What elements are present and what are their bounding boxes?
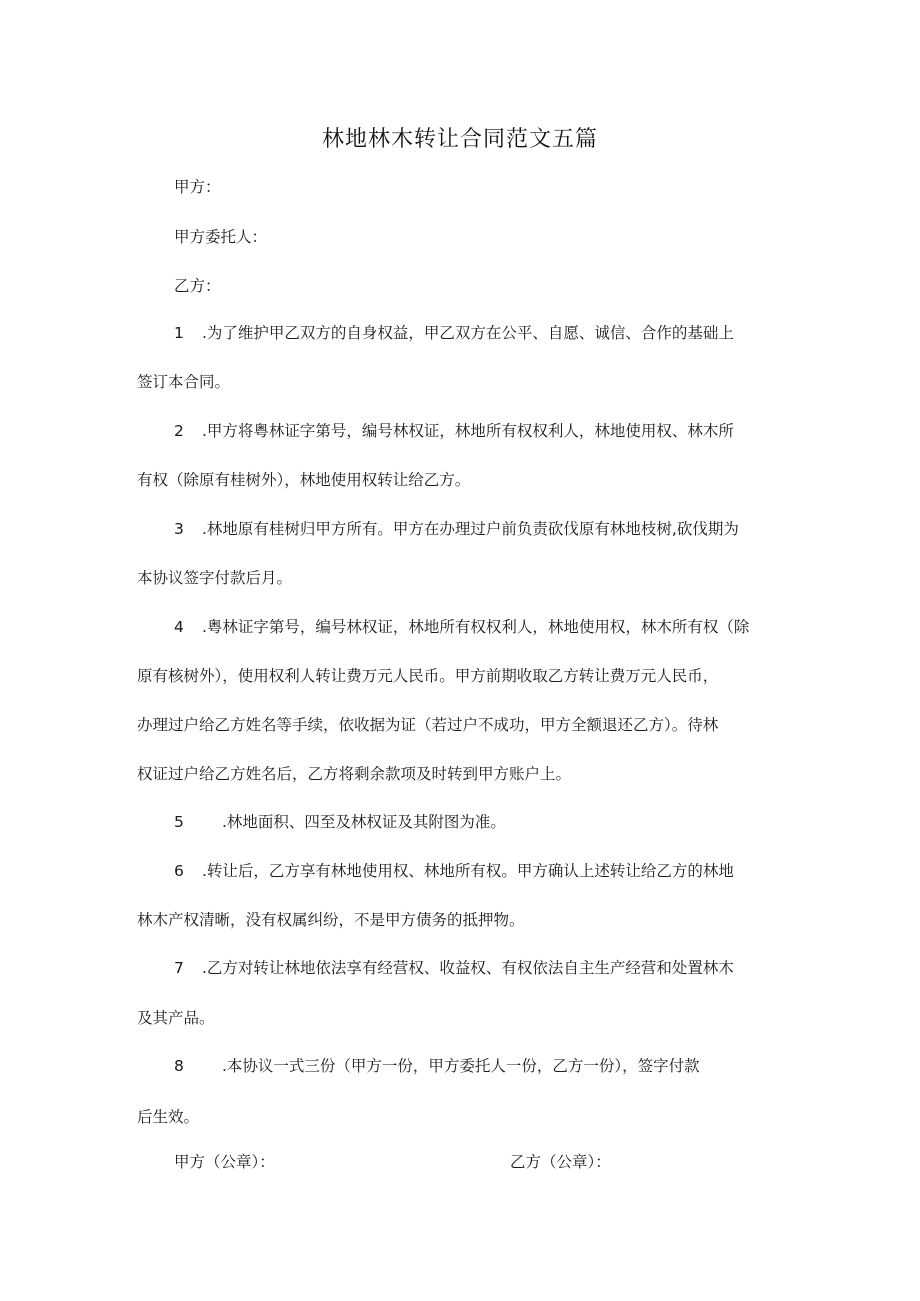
document-title: 林地林木转让合同范文五篇 xyxy=(321,127,598,152)
clause-number: 2 xyxy=(174,422,184,440)
clause-text: .林地面积、四至及林权证及其附图为准。 xyxy=(222,813,506,831)
clause-1-line-2: 签订本合同。 xyxy=(137,373,231,391)
clause-text: .林地原有桂树归甲方所有。甲方在办理过户前负责砍伐原有林地枝树,砍伐期为 xyxy=(202,520,739,538)
clause-text: .甲方将粤林证字第号，编号林权证，林地所有权权利人，林地使用权、林木所 xyxy=(202,422,734,440)
party-b-label: 乙方： xyxy=(174,277,221,295)
clause-3-line-2: 本协议签字付款后月。 xyxy=(137,569,293,587)
clause-number: 1 xyxy=(174,324,184,342)
clause-number: 3 xyxy=(174,520,184,538)
clause-number: 4 xyxy=(174,618,184,636)
clause-1-line-1 xyxy=(174,323,797,343)
clause-4-line-1 xyxy=(174,617,797,637)
clause-4-line-4: 权证过户给乙方姓名后，乙方将剩余款项及时转到甲方账户上。 xyxy=(137,765,572,783)
clause-number: 7 xyxy=(174,959,184,977)
clause-text: .本协议一式三份（甲方一份，甲方委托人一份，乙方一份），签字付款 xyxy=(222,1057,700,1075)
clause-2-line-1 xyxy=(174,421,797,441)
clause-2-line-2: 有权（除原有桂树外），林地使用权转让给乙方。 xyxy=(137,471,471,489)
clause-7-line-2: 及其产品。 xyxy=(137,1009,215,1027)
clause-5-line-1 xyxy=(174,812,797,832)
signature-party-b: 乙方（公章）： xyxy=(510,1153,611,1171)
clause-text: .粤林证字第号，编号林权证，林地所有权权利人，林地使用权，林木所有权（除 xyxy=(202,618,750,636)
clause-4-line-2: 原有核树外），使用权利人转让费万元人民币。甲方前期收取乙方转让费万元人民币， xyxy=(137,667,719,685)
clause-6-line-1 xyxy=(174,861,797,881)
clause-4-line-3: 办理过户给乙方姓名等手续，依收据为证（若过户不成功，甲方全额退还乙方）。待林 xyxy=(137,716,719,734)
party-a-agent-label: 甲方委托人： xyxy=(174,228,268,246)
clause-8-line-1 xyxy=(174,1056,797,1076)
party-a-label: 甲方： xyxy=(174,178,221,196)
clause-8-line-2: 后生效。 xyxy=(137,1108,200,1126)
clause-text: .转让后，乙方享有林地使用权、林地所有权。甲方确认上述转让给乙方的林地 xyxy=(202,862,734,880)
signature-party-a: 甲方（公章）： xyxy=(174,1153,275,1171)
clause-7-line-1 xyxy=(174,958,797,978)
clause-6-line-2: 林木产权清晰，没有权属纠纷，不是甲方债务的抵押物。 xyxy=(137,911,525,929)
clause-text: .为了维护甲乙双方的自身权益，甲乙双方在公平、自愿、诚信、合作的基础上 xyxy=(202,324,734,342)
clause-3-line-1 xyxy=(174,519,797,539)
clause-number: 6 xyxy=(174,862,184,880)
clause-number: 5 xyxy=(174,813,184,831)
clause-number: 8 xyxy=(174,1057,184,1075)
clause-text: .乙方对转让林地依法享有经营权、收益权、有权依法自主生产经营和处置林木 xyxy=(202,959,734,977)
